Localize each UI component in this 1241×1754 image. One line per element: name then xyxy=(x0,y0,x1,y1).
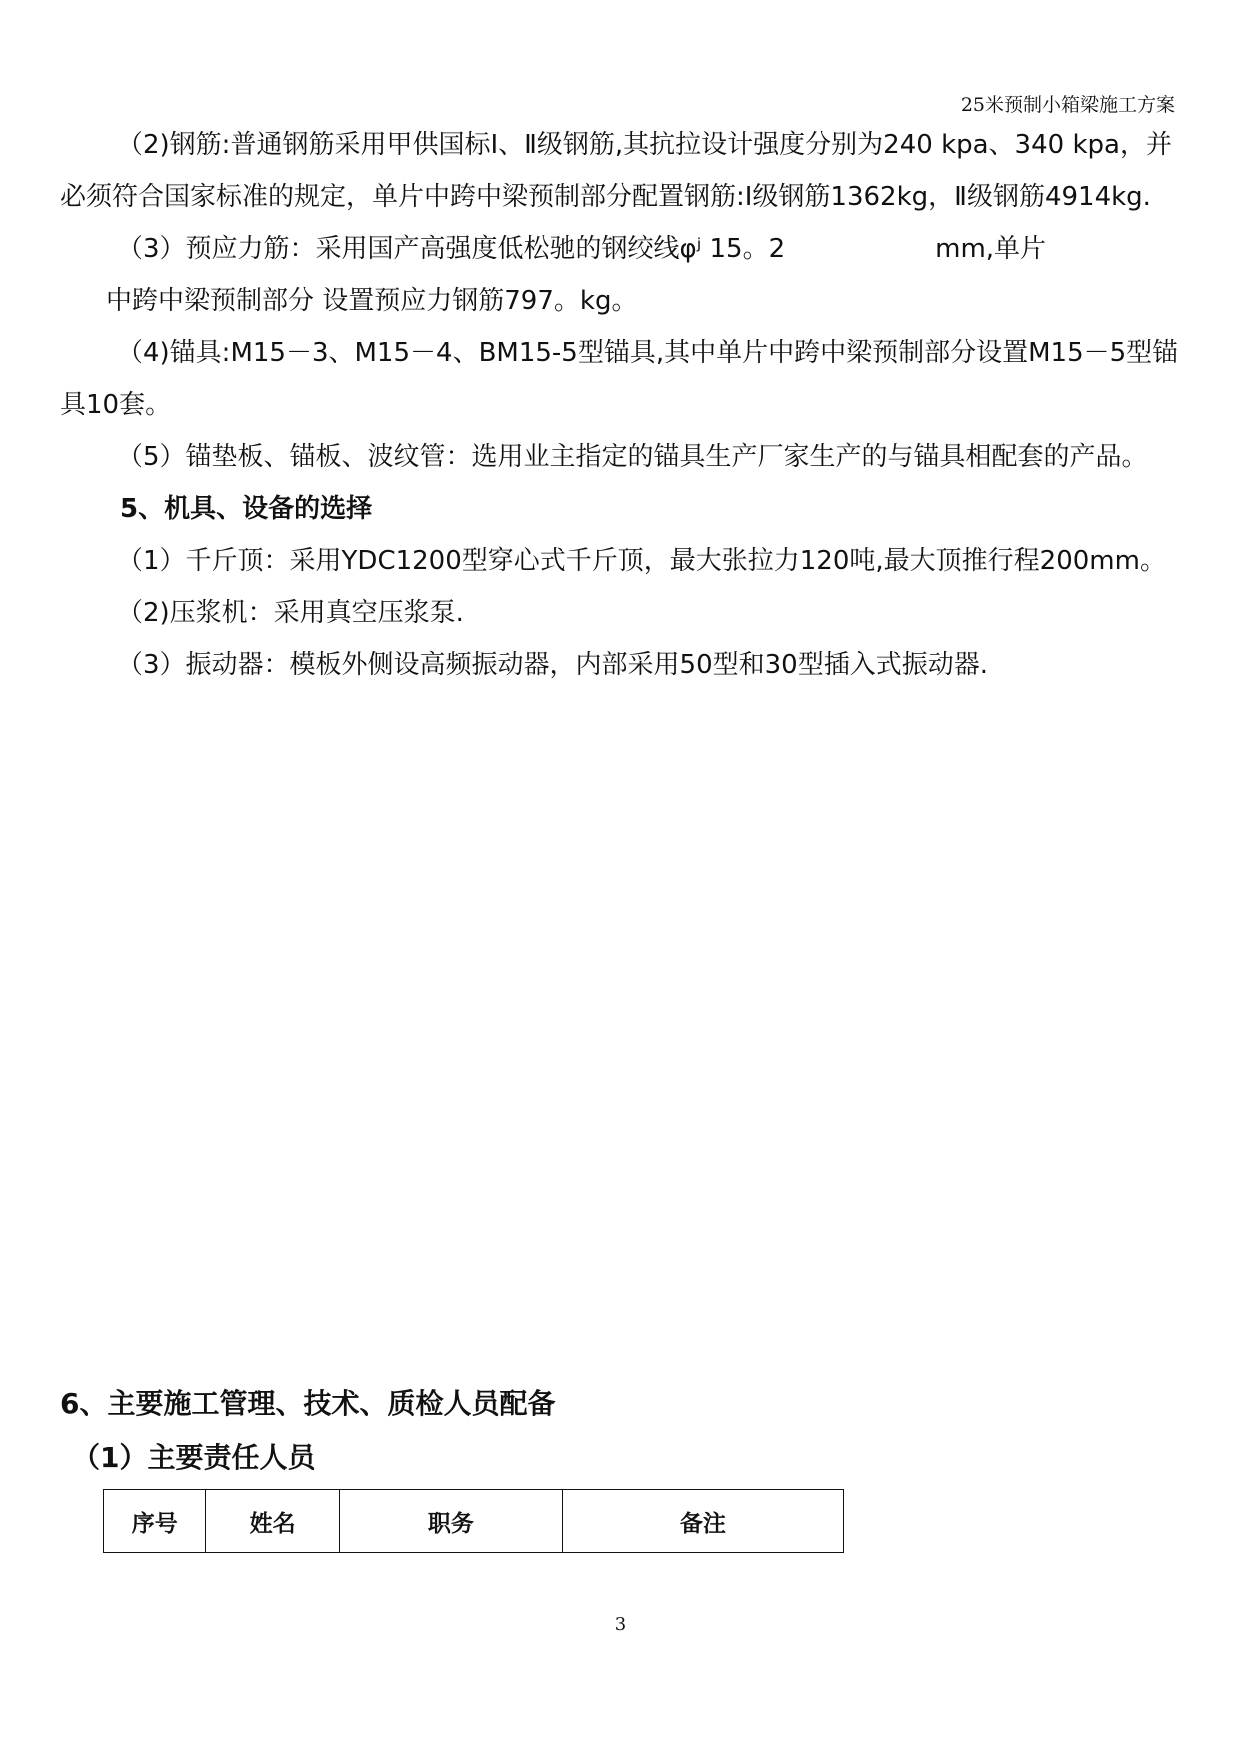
personnel-table xyxy=(103,1489,844,1553)
header-position: 职务 xyxy=(339,1490,562,1553)
running-header: 25米预制小箱梁施工方案 xyxy=(960,94,1175,116)
paragraph-rebar: （2)钢筋:普通钢筋采用甲供国标Ⅰ、Ⅱ级钢筋,其抗拉设计强度分别为240 kpa、340 kpa，并必须符合国家标准的规定，单片中跨中梁预制部分配置钢筋:Ⅰ级钢筋1362kg，Ⅱ级钢筋4914kg. xyxy=(60,130,1172,212)
paragraph-jack: （1）千斤顶：采用YDC1200型穿心式千斤顶，最大张拉力120吨,最大顶推行程200mm。 xyxy=(117,546,1166,576)
header-serial: 序号 xyxy=(104,1490,206,1553)
header-name: 姓名 xyxy=(206,1490,340,1553)
materials-section xyxy=(60,119,1184,691)
paragraph-prestress xyxy=(60,223,1184,275)
prestress-text: （3）预应力筋：采用国产高强度低松驰的钢绞线φʲ 15。2 xyxy=(117,234,786,264)
header-remarks: 备注 xyxy=(562,1490,843,1553)
paragraph-prestress-cont: 中跨中梁预制部分 设置预应力钢筋797。kg。 xyxy=(106,286,638,316)
paragraph-vibrator: （3）振动器：模板外侧设高频振动器，内部采用50型和30型插入式振动器. xyxy=(117,650,988,680)
prestress-unit: mm,单片 xyxy=(935,234,1047,264)
paragraph-grout-machine: （2)压浆机：采用真空压浆泵. xyxy=(117,598,464,628)
section-6-heading: 6、主要施工管理、技术、质检人员配备 xyxy=(60,1387,556,1420)
section-5-heading: 5、机具、设备的选择 xyxy=(120,494,373,524)
page-number: 3 xyxy=(614,1614,627,1635)
paragraph-anchorage: （4)锚具:M15－3、M15－4、BM15-5型锚具,其中单片中跨中梁预制部分设置M15－5型锚具10套。 xyxy=(60,338,1179,420)
section-6-1-heading: （1）主要责任人员 xyxy=(72,1441,316,1474)
paragraph-anchor-plate: （5）锚垫板、锚板、波纹管：选用业主指定的锚具生产厂家生产的与锚具相配套的产品。 xyxy=(117,442,1148,472)
table-header-row xyxy=(104,1490,844,1553)
